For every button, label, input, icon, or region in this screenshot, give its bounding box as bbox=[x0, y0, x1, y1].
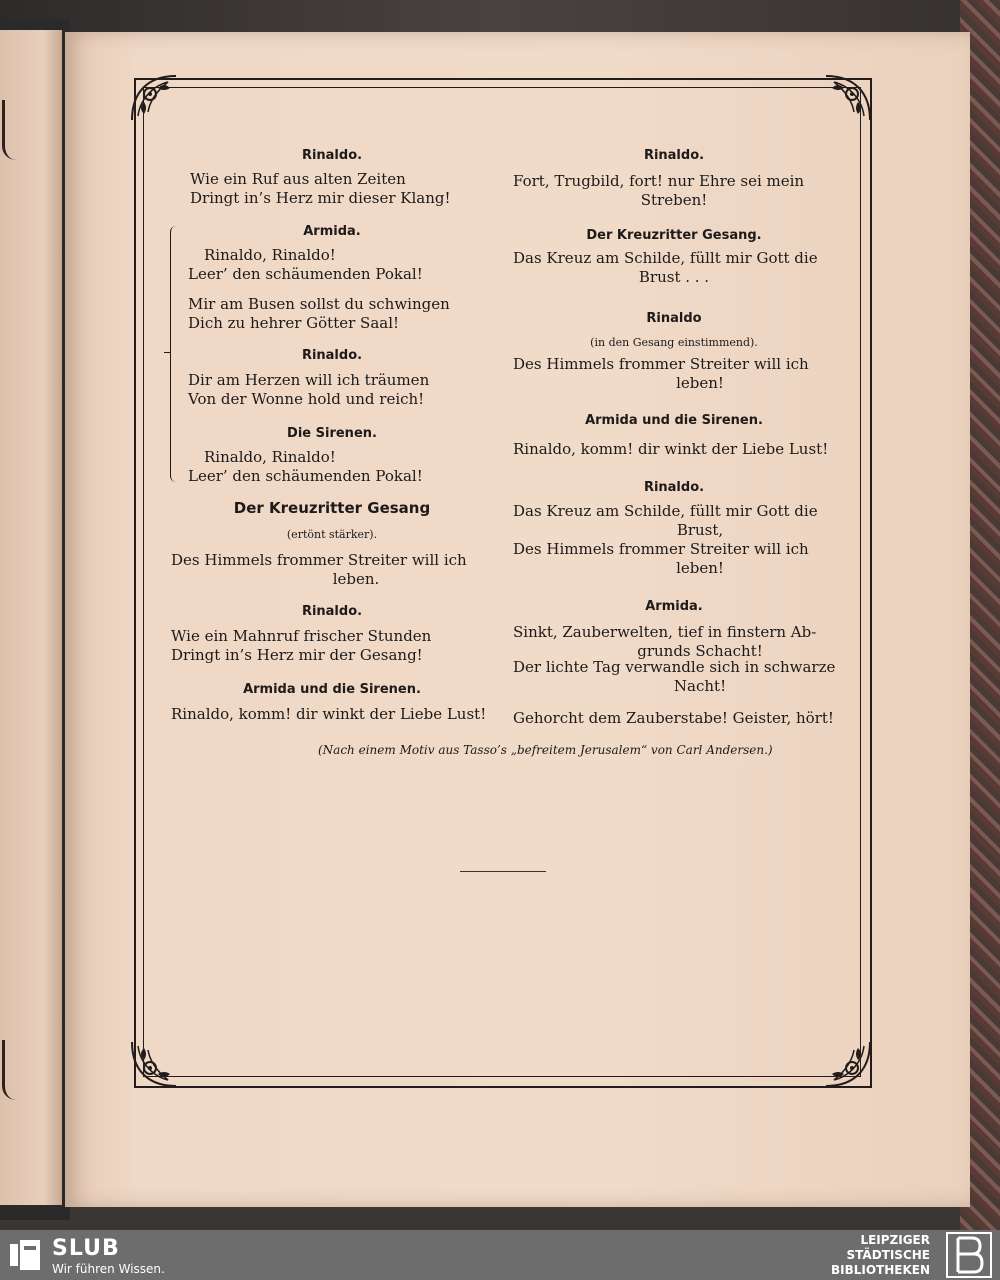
speaker-label: Rinaldo. bbox=[643, 480, 705, 495]
facing-page-edge bbox=[0, 30, 62, 1205]
speaker-label: Rinaldo. bbox=[301, 148, 363, 163]
verse-line: Nacht! bbox=[673, 677, 727, 695]
verse-line: Fort, Trugbild, fort! nur Ehre sei mein bbox=[513, 172, 805, 190]
verse-line: Wie ein Mahnruf frischer Stunden bbox=[171, 627, 432, 645]
speaker-label: Armida. bbox=[303, 224, 361, 239]
frame-corner-ornament bbox=[822, 1038, 874, 1090]
speaker-label: Rinaldo. bbox=[301, 604, 363, 619]
leipzig-library-logo-icon bbox=[946, 1232, 992, 1278]
verse-line: leben! bbox=[676, 559, 724, 577]
speaker-label: Der Kreuzritter Gesang. bbox=[586, 228, 762, 243]
separator-rule bbox=[460, 871, 546, 872]
verse-line: Der lichte Tag verwandle sich in schwarze bbox=[513, 658, 836, 676]
verse-line: Sinkt, Zauberwelten, tief in finstern Ab- bbox=[513, 623, 817, 641]
verse-line: Wie ein Ruf aus alten Zeiten bbox=[190, 170, 406, 188]
verse-line: Rinaldo, Rinaldo! bbox=[204, 448, 336, 466]
verse-line: Brust . . . bbox=[638, 268, 710, 286]
section-heading: Der Kreuzritter Gesang bbox=[233, 499, 431, 517]
verse-line: Das Kreuz am Schilde, füllt mir Gott die bbox=[513, 502, 818, 520]
verse-line: Des Himmels frommer Streiter will ich bbox=[513, 540, 809, 558]
verse-line: Streben! bbox=[640, 191, 708, 209]
brand-line: BIBLIOTHEKEN bbox=[830, 1263, 930, 1277]
speaker-label: Armida und die Sirenen. bbox=[585, 413, 763, 428]
verse-line: Rinaldo, Rinaldo! bbox=[204, 246, 336, 264]
verse-line: Des Himmels frommer Streiter will ich bbox=[171, 551, 467, 569]
speaker-label: Die Sirenen. bbox=[287, 426, 377, 441]
verse-line: Dringt in’s Herz mir dieser Klang! bbox=[190, 189, 451, 207]
facing-page-ornament bbox=[2, 100, 23, 160]
slub-claim: Wir führen Wissen. bbox=[52, 1262, 165, 1276]
verse-line: Gehorcht dem Zauberstabe! Geister, hört! bbox=[513, 709, 834, 727]
frame-corner-ornament bbox=[822, 72, 874, 124]
verse-line: Dich zu hehrer Götter Saal! bbox=[188, 314, 400, 332]
verse-line: Rinaldo, komm! dir winkt der Liebe Lust! bbox=[171, 705, 487, 723]
leipzig-library-brand bbox=[831, 1233, 930, 1278]
frame-corner-ornament bbox=[128, 72, 180, 124]
brand-line: STÄDTISCHE bbox=[846, 1248, 930, 1262]
frame-corner-ornament bbox=[128, 1038, 180, 1090]
speaker-label: Rinaldo bbox=[646, 311, 702, 326]
verse-line: leben! bbox=[676, 374, 724, 392]
stage-direction: (ertönt stärker). bbox=[286, 528, 378, 541]
attribution-note: (Nach einem Motiv aus Tasso’s „befreitem Jerusalem“ von Carl Andersen.) bbox=[318, 743, 773, 757]
verse-line: leben. bbox=[332, 570, 380, 588]
slub-logo-icon bbox=[10, 1240, 40, 1270]
speaker-label: Armida. bbox=[645, 599, 703, 614]
stage-direction: (in den Gesang einstimmend). bbox=[590, 336, 758, 349]
verse-line: Dir am Herzen will ich träumen bbox=[188, 371, 430, 389]
speaker-label: Rinaldo. bbox=[301, 348, 363, 363]
speaker-label: Armida und die Sirenen. bbox=[243, 682, 421, 697]
speaker-label: Rinaldo. bbox=[643, 148, 705, 163]
verse-line: Dringt in’s Herz mir der Gesang! bbox=[171, 646, 423, 664]
verse-line: Rinaldo, komm! dir winkt der Liebe Lust! bbox=[513, 440, 829, 458]
verse-line: Leer’ den schäumenden Pokal! bbox=[188, 265, 423, 283]
facing-page-ornament bbox=[2, 1040, 23, 1100]
verse-line: Brust, bbox=[676, 521, 724, 539]
verse-line: Des Himmels frommer Streiter will ich bbox=[513, 355, 809, 373]
verse-line: Leer’ den schäumenden Pokal! bbox=[188, 467, 423, 485]
verse-line: Von der Wonne hold und reich! bbox=[188, 390, 425, 408]
verse-line: Mir am Busen sollst du schwingen bbox=[188, 295, 450, 313]
viewer-footer-bar bbox=[0, 1230, 1000, 1280]
brand-line: LEIPZIGER bbox=[860, 1233, 930, 1247]
verse-line: Das Kreuz am Schilde, füllt mir Gott die bbox=[513, 249, 818, 267]
verse-line: grunds Schacht! bbox=[637, 642, 763, 660]
slub-brand: SLUB bbox=[52, 1236, 120, 1261]
